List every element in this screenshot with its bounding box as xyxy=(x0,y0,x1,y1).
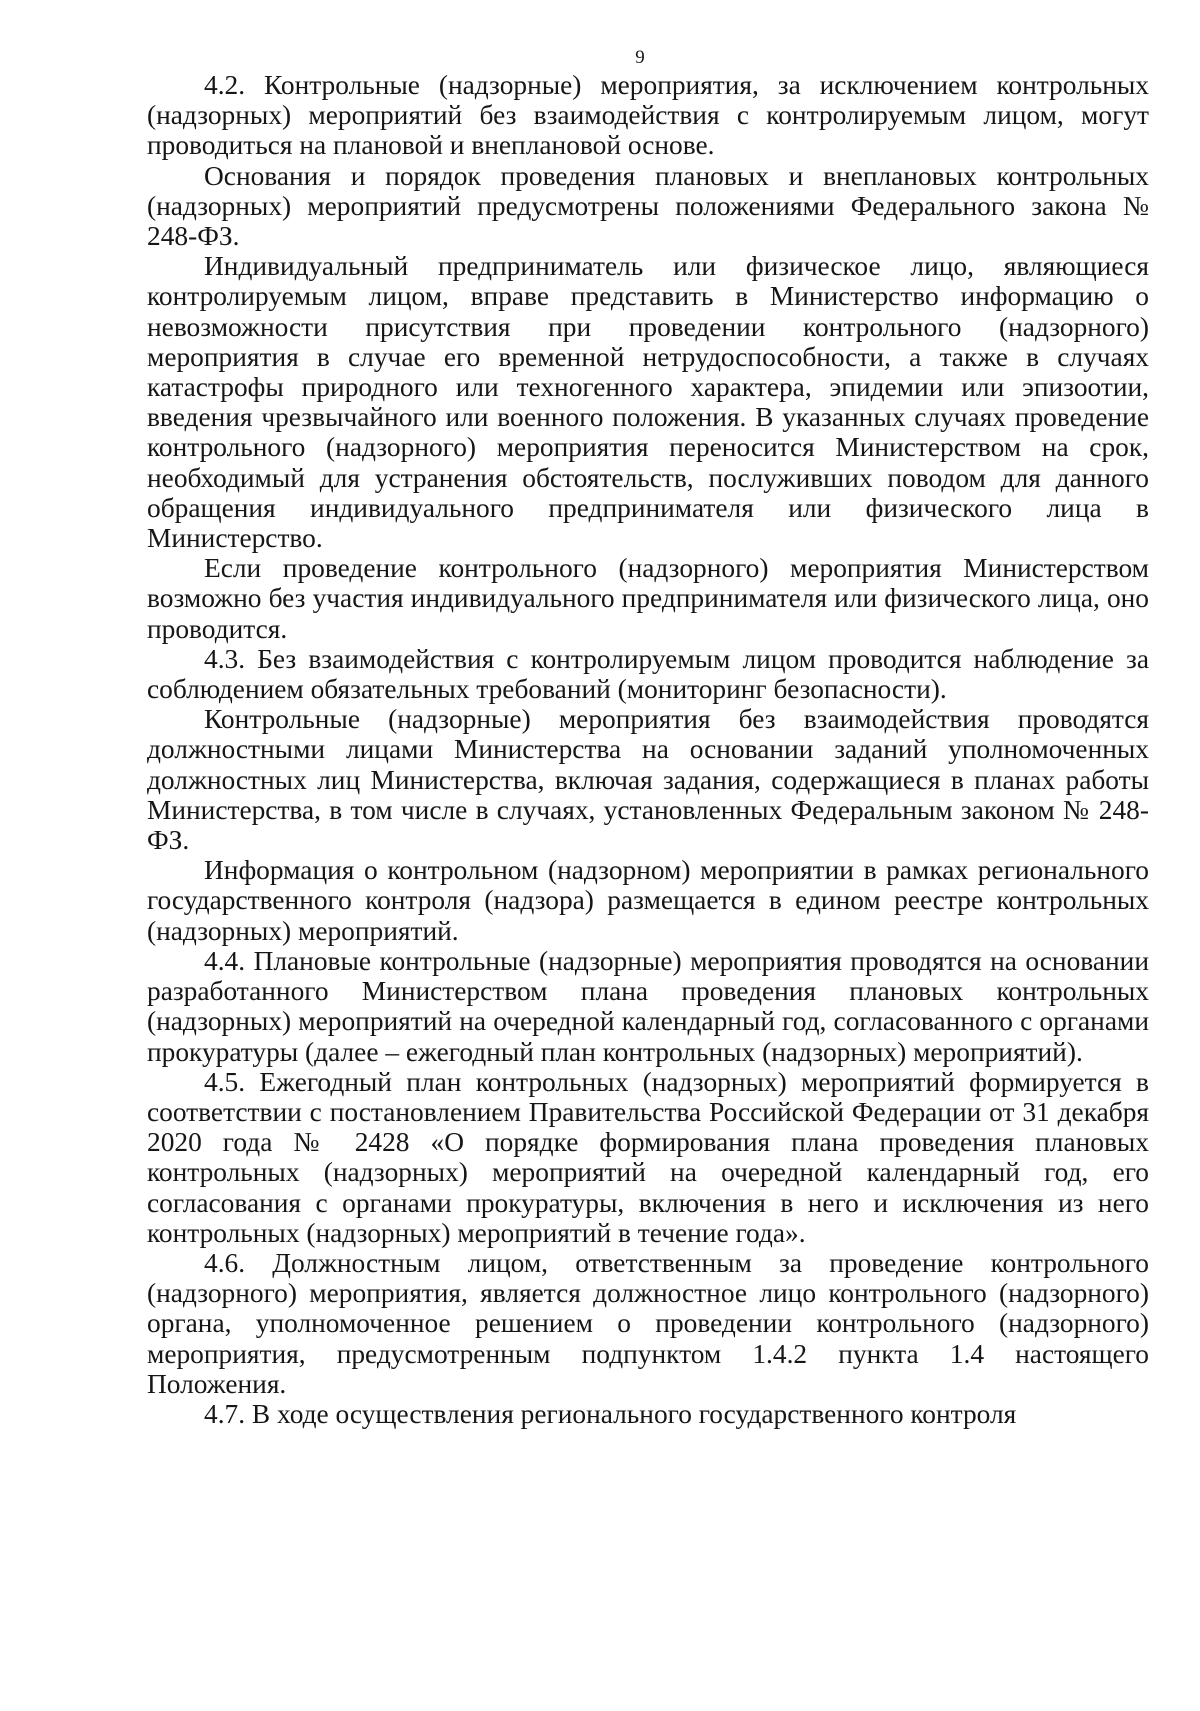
paragraph-4-3: 4.3. Без взаимодействия с контролируемым лицом проводится наблюдение за соблюдением обязательных требований (мониторинг безопасности). xyxy=(147,643,1149,705)
paragraph-grounds: Основания и порядок проведения плановых и внеплановых контрольных (надзорных) мероприятий предусмотрены положениями Федерального закона № 248-ФЗ. xyxy=(147,160,1149,252)
page-number: 9 xyxy=(635,47,645,68)
paragraph-4-2: 4.2. Контрольные (надзорные) мероприятия, за исключением контрольных (надзорных) мероприятий без взаимодействия с контролируемым лицом, могут проводиться на плановой и внеплановой основе. xyxy=(147,70,1149,161)
paragraph-registry-info: Информация о контрольном (надзорном) мероприятии в рамках регионального государственного контроля (надзора) размещается в едином реестре контрольных (надзорных) мероприятий. xyxy=(147,855,1149,946)
paragraph-entrepreneur-absence: Индивидуальный предприниматель или физическое лицо, являющиеся контролируемым лицом, вправе представить в Министерство информацию о невозможности присутствия при проведении контрольного (надзорного) мероприятия в случае его временной нетрудоспособности, а также в случаях катастрофы природного или техногенного характера, эпидемии или эпизоотии, введения чрезвычайного или военного положения. В указанных случаях проведение контрольного (надзорного) мероприятия переносится Министерством на срок, необходимый для устранения обстоятельств, послуживших поводом для данного обращения индивидуального предпринимателя или физического лица в Министерство. xyxy=(147,251,1149,554)
paragraph-without-participation: Если проведение контрольного (надзорного) мероприятия Министерством возможно без участия индивидуального предпринимателя или физического лица, оно проводится. xyxy=(147,553,1149,644)
paragraph-4-5: 4.5. Ежегодный план контрольных (надзорных) мероприятий формируется в соответствии с постановлением Правительства Российской Федерации от 31 декабря 2020 года № 2428 «О порядке формирования плана проведения плановых контрольных (надзорных) мероприятий на очередной календарный год, его согласования с органами прокуратуры, включения в него и исключения из него контрольных (надзорных) мероприятий в течение года». xyxy=(147,1066,1149,1248)
paragraph-without-interaction: Контрольные (надзорные) мероприятия без взаимодействия проводятся должностными лицами Министерства на основании заданий уполномоченных должностных лиц Министерства, включая задания, содержащиеся в планах работы Министерства, в том числе в случаях, установленных Федеральным законом № 248-ФЗ. xyxy=(147,704,1149,856)
paragraph-4-6: 4.6. Должностным лицом, ответственным за проведение контрольного (надзорного) мероприятия, является должностное лицо контрольного (надзорного) органа, уполномоченное решением о проведении контрольного (надзорного) мероприятия, предусмотренным подпунктом 1.4.2 пункта 1.4 настоящего Положения. xyxy=(147,1247,1149,1399)
document-body xyxy=(147,70,1149,1429)
paragraph-4-4: 4.4. Плановые контрольные (надзорные) мероприятия проводятся на основании разработанного Министерством плана проведения плановых контрольных (надзорных) мероприятий на очередной календарный год, согласованного с органами прокуратуры (далее – ежегодный план контрольных (надзорных) мероприятий). xyxy=(147,945,1149,1067)
paragraph-4-7: 4.7. В ходе осуществления регионального государственного контроля xyxy=(204,1398,1017,1429)
